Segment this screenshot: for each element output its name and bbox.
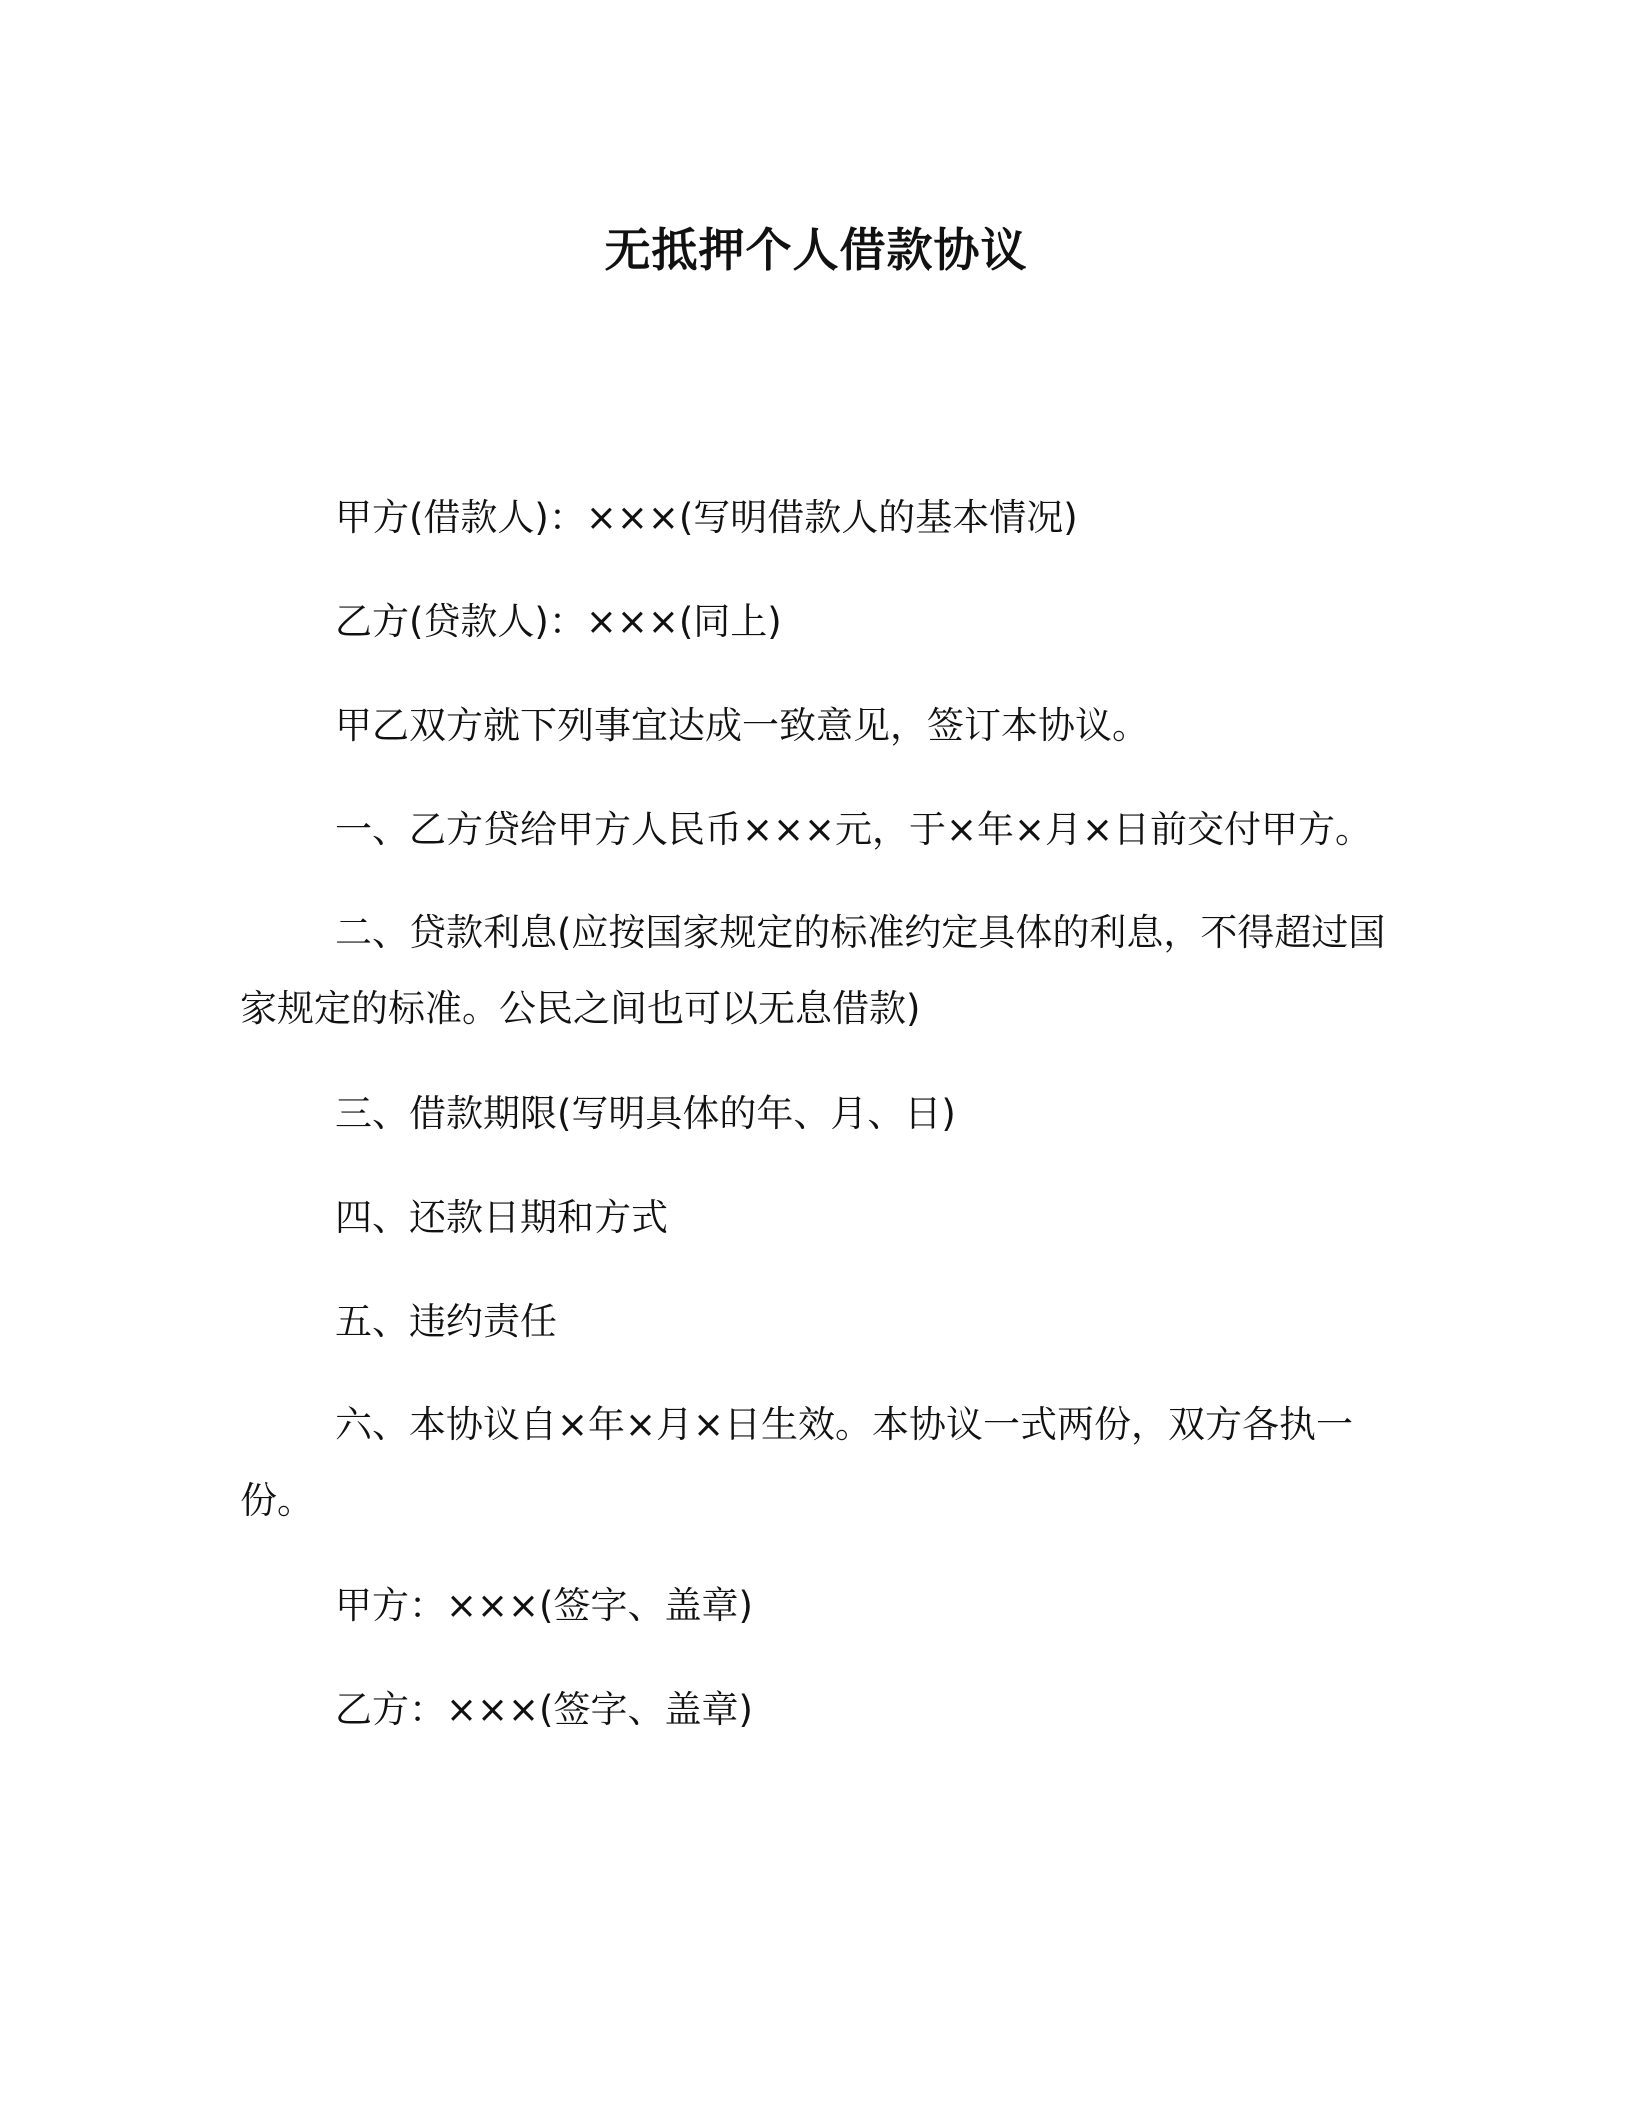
clause-5: 五、违约责任 <box>335 1300 557 1343</box>
clause-6: 六、本协议自×年×月×日生效。本协议一式两份，双方各执一份。 <box>240 1403 1354 1522</box>
signature-party-b: 乙方：×××(签字、盖章) <box>335 1688 753 1731</box>
party-a-line: 甲方(借款人)：×××(写明借款人的基本情况) <box>335 496 1078 539</box>
clause-4: 四、还款日期和方式 <box>335 1196 668 1239</box>
clause-2: 二、贷款利息(应按国家规定的标准约定具体的利息，不得超过国家规定的标准。公民之间也可以无息借款) <box>240 911 1386 1030</box>
intro-line: 甲乙双方就下列事宜达成一致意见，签订本协议。 <box>335 704 1149 747</box>
document-title: 无抵押个人借款协议 <box>604 223 1028 277</box>
signature-party-a: 甲方：×××(签字、盖章) <box>335 1584 753 1627</box>
clause-3: 三、借款期限(写明具体的年、月、日) <box>335 1092 956 1135</box>
party-b-line: 乙方(贷款人)：×××(同上) <box>335 600 782 643</box>
clause-1: 一、乙方贷给甲方人民币×××元，于×年×月×日前交付甲方。 <box>335 808 1373 851</box>
